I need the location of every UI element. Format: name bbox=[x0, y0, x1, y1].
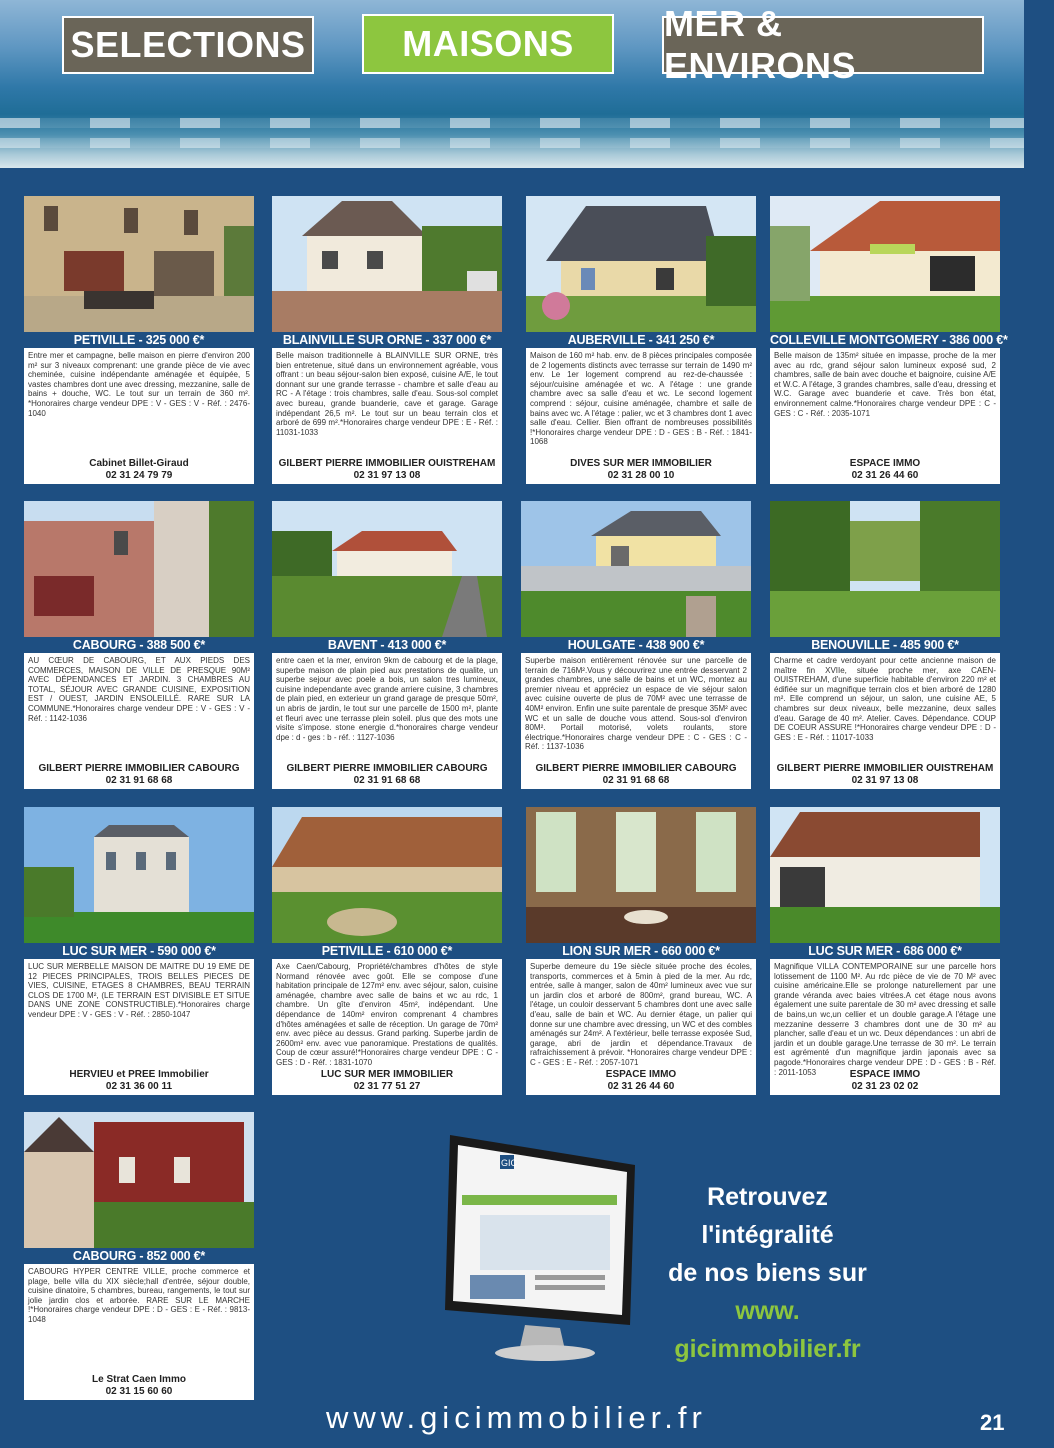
listing-price: HOULGATE - 438 900 €* bbox=[521, 637, 751, 653]
listing-description: Belle maison de 135m² située en impasse, proche de la mer avec au rdc, grand séjour salon lumineux exposé sud, 2 chambres, salle de bain avec douche et baignoire, cuisine A/E et W.C. A l'étage, 3 grandes chambres, salle d'eau, dressing et W.C. Garage avec buanderie et cave. Très bon état, environnement calme.*Honoraires charge vendeur DPE : C - GES : C - Réf. : 2035-1071 bbox=[774, 351, 996, 418]
listing-description: entre caen et la mer, environ 9km de cabourg et de la plage, superbe maison de plain pied aux prestations de qualite, un superbe sejour avec poele a bois, un salon tres lumineux, cuisine independante avec grande arriere cuisine, 3 chambres de plain pied, en exterieur un grand garage de presque 50m², un abris de jardin, le tout sur une parcelle de 1500 m², plante et fleuri avec une terrasse plein soleil. plus que des mots une visite s'impose. stone energie d.*honoraires charge vendeur dpe : d - ges : b - réf. : 1127-1036 bbox=[276, 656, 498, 742]
listing-card[interactable] bbox=[24, 807, 254, 1095]
listing-price: BENOUVILLE - 485 900 €* bbox=[770, 637, 1000, 653]
listing-phone[interactable]: 02 31 28 00 10 bbox=[607, 470, 675, 481]
listing-card[interactable] bbox=[272, 807, 502, 1095]
listing-price: AUBERVILLE - 341 250 €* bbox=[526, 332, 756, 348]
listing-phone[interactable]: 02 31 26 44 60 bbox=[607, 1081, 675, 1092]
house-photo bbox=[272, 196, 502, 332]
house-photo bbox=[272, 501, 502, 637]
listing-phone[interactable]: 02 31 97 13 08 bbox=[353, 470, 421, 481]
listing-agency: Le Strat Caen Immo bbox=[92, 1374, 186, 1385]
promo-line: l'intégralité bbox=[701, 1221, 834, 1249]
listing-description: CABOURG HYPER CENTRE VILLE, proche commerce et plage, belle villa du XIX siècle;hall d'entrée, séjour double, cuisine dinatoire, 5 chambres, bureau, rangements, le tout sur jolie jardin clos et arborée. RARE SUR LE MARCHE !*Honoraires charge vendeur DPE : D - GES : E - Réf. : 9813-1048 bbox=[28, 1267, 250, 1324]
house-photo bbox=[24, 196, 254, 332]
monitor-logo: GIC bbox=[501, 1158, 518, 1168]
listing-phone[interactable]: 02 31 91 68 68 bbox=[105, 775, 173, 786]
listing-price: CABOURG - 852 000 €* bbox=[24, 1248, 254, 1264]
listing-agency: Cabinet Billet-Giraud bbox=[89, 458, 189, 469]
house-photo bbox=[272, 807, 502, 943]
listing-description: LUC SUR MERBELLE MAISON DE MAITRE DU 19 EME DE 12 PIECES PRINCIPALES, TROIS BELLES PIECES DE VIES, CUISINE, ETAGES 8 CHAMBRES, BEAU TERRAIN CLOS DE 1700 M², (LE TERRAIN EST DIVISIBLE ET SITUE DANS UNE ZONE CONSTRUCTIBLE).*Honoraires charge vendeur DPE : V - GES : V - Réf. : 2850-1047 bbox=[28, 962, 250, 1019]
listing-price: CABOURG - 388 500 €* bbox=[24, 637, 254, 653]
listing-description: Maison de 160 m² hab. env. de 8 pièces principales composée de 2 logements distincts avec terrasse sur terrain de 1490 m² env. Le 1er logement comprend au rez-de-chaussée : séjour/cuisine aménagée et wc. A l'étage : une grande chambre avec sa salle d'eau et wc. Le second logement comprend : séjour, cuisine aménagée, chambre et salle de bains avec wc. A l'étage : palier, wc et 3 chambres dont 1 avec salle d'eau. Cellier. Bien offrant de nombreuses possibilités !*Honoraires charge vendeur DPE : D - GES : B - Réf. : 1841-1068 bbox=[530, 351, 752, 447]
house-photo bbox=[770, 196, 1000, 332]
listing-card[interactable] bbox=[24, 1112, 254, 1400]
listing-description: Entre mer et campagne, belle maison en pierre d'environ 200 m² sur 3 niveaux comprenant: une grande pièce de vie avec cheminée, cuisine indépendante aménagée et équipée, 5 vastes chambres dont une avec dressing, mezzanine, salle de bains + douche, WC. Le tout sur un terrain de 360 m². *Honoraires charge vendeur DPE : V - GES : V - Réf. : 2476-1040 bbox=[28, 351, 250, 418]
listing-agency: DIVES SUR MER IMMOBILIER bbox=[570, 458, 712, 469]
listing-agency: GILBERT PIERRE IMMOBILIER CABOURG bbox=[286, 763, 488, 774]
listing-agency: HERVIEU et PREE Immobilier bbox=[69, 1069, 209, 1080]
house-photo bbox=[24, 501, 254, 637]
listing-phone[interactable]: 02 31 91 68 68 bbox=[602, 775, 670, 786]
mer-environs-button[interactable]: MER & ENVIRONS bbox=[662, 16, 984, 74]
listing-agency: LUC SUR MER IMMOBILIER bbox=[320, 1069, 454, 1080]
listing-price: LUC SUR MER - 686 000 €* bbox=[770, 943, 1000, 959]
page-number: 21 bbox=[980, 1410, 1005, 1435]
listing-phone[interactable]: 02 31 26 44 60 bbox=[851, 470, 919, 481]
listing-phone[interactable]: 02 31 15 60 60 bbox=[105, 1386, 173, 1397]
sea-wave bbox=[0, 138, 1024, 148]
listing-agency: ESPACE IMMO bbox=[849, 1069, 921, 1080]
house-photo bbox=[770, 501, 1000, 637]
house-photo bbox=[770, 807, 1000, 943]
listing-phone[interactable]: 02 31 97 13 08 bbox=[851, 775, 919, 786]
house-photo bbox=[521, 501, 751, 637]
listing-description: Charme et cadre verdoyant pour cette ancienne maison de maître fin XVIIe, située proche mer, axe CAEN-OUISTREHAM, d'une superficie habitable d'environ 220 m² et édifiée sur un magnifique terrain clos et bien arboré de 1280 m². Elle comprend un séjour, un salon, une cuisine AE, 5 chambres sur deux niveaux, belle mezzanine, deux salles d'eau. Garage de 40 m². Atelier. Caves. Dépendance. COUP DE COEUR ASSURE !*Honoraires charge vendeur DPE : D - GES : E - Réf. : 11017-1033 bbox=[774, 656, 996, 742]
listing-card[interactable] bbox=[521, 501, 751, 789]
listing-phone[interactable]: 02 31 91 68 68 bbox=[353, 775, 421, 786]
listing-card[interactable] bbox=[770, 196, 1008, 484]
listing-description: Axe Caen/Cabourg, Propriété/chambres d'hôtes de style Normand rénovée avec goût. Elle se compose d'une habitation principale de 127m² env. avec séjour, salon, cuisine aménagée, chambre avec salle de bains et wc au rdc, 1 chambre. Un gîte d'environ 45m², indépendant. Une dépendance de 140m² environ comprenant 4 chambres d'hôtes aménagées et salle de réception. Un garage de 70m² env. avec pièce au dessus. Grand parking. Superbe jardin de 2600m² env. avec vue panoramique. Prestations de qualités. Coup de cœur assuré!*Honoraires charge vendeur DPE : C - GES : D - Réf. : 1831-1070 bbox=[276, 962, 498, 1067]
listing-agency: GILBERT PIERRE IMMOBILIER CABOURG bbox=[38, 763, 240, 774]
listing-price: LUC SUR MER - 590 000 €* bbox=[24, 943, 254, 959]
listing-card[interactable] bbox=[770, 501, 1000, 789]
listing-price: LION SUR MER - 660 000 €* bbox=[526, 943, 756, 959]
listing-card[interactable] bbox=[770, 807, 1000, 1095]
promo-text bbox=[650, 1178, 885, 1368]
listing-phone[interactable]: 02 31 77 51 27 bbox=[353, 1081, 421, 1092]
listing-card[interactable] bbox=[24, 196, 254, 484]
listing-description: Magnifique VILLA CONTEMPORAINE sur une parcelle hors lotissement de 1100 M². Au rdc pièce de vie de 70 M² avec cuisine américaine.Elle se prolonge naturellement par une grande véranda avec baies vitrées.A cet étage nous avons également une suite parentale de 30 m² avec dressing et salle de bains,un wc,un cellier et un double garage.A l'étage une mezzanine desserre 3 chambres dont une de 30 m² au plancher, salle d'eau et un wc. Deux dépendances : un abri de jardin et un double garage.Une terrasse de 30 m². Le terrain est agrémenté d'un magnifique jardin japonais avec sa pagode.*Honoraires charge vendeur DPE : D - GES : B - Réf. : 2011-1053 bbox=[774, 962, 996, 1077]
maisons-button[interactable]: MAISONS bbox=[362, 14, 614, 74]
promo-link[interactable]: gicimmobilier.fr bbox=[674, 1335, 861, 1363]
listing-description: Superbe maison entièrement rénovée sur une parcelle de terrain de 716M².Vous y découvrirez une entrée desservant 2 grandes chambres, une salle de bains et un WC, montez au premier niveau et appréciez un espace de vie séjour salon avec cuisine ouverte de plus de 70M² avec une terrasse de 40M² environ. Enfin une suite parentale de presque 35M² avec WC et un salle de douche vous attend. Sous-sol d'environ 80M². Portail motorisé, volets roulants, store électrique.*Honoraires charge vendeur DPE : C - GES : C - Réf. : 1137-1036 bbox=[525, 656, 747, 752]
listing-price: BAVENT - 413 000 €* bbox=[272, 637, 502, 653]
promo-line: de nos biens sur bbox=[668, 1259, 867, 1287]
footer-url[interactable]: www.gicimmobilier.fr bbox=[326, 1400, 707, 1435]
listing-agency: ESPACE IMMO bbox=[849, 458, 921, 469]
house-photo bbox=[526, 196, 756, 332]
listing-description: Superbe demeure du 19e siècle située proche des écoles, transports, commerces et à 5min à pied de la mer. Au rdc, entrée, salle à manger, salon de 40m² lumineux avec vue sur un jardin clos et arboré de 800m², grand bureau, WC. A l'étage, un couloir desservant 5 chambres dont une avec salle d'eau, salle de bain et WC. Au dernier étage, un palier qui donne sur une chambre avec dressing, un WC et des combles aménagés sur 24m². A l'extérieur, belle terrasse exposée Sud, garage, abri de jardin et dépendance.Travaux de rafraichissement à prévoir. *Honoraires charge vendeur DPE : C - GES : E - Réf. : 2057-1071 bbox=[530, 962, 752, 1067]
listing-card[interactable] bbox=[272, 196, 502, 484]
listing-agency: GILBERT PIERRE IMMOBILIER CABOURG bbox=[535, 763, 737, 774]
header-banner bbox=[0, 0, 1024, 168]
listing-price: PETIVILLE - 325 000 €* bbox=[24, 332, 254, 348]
house-photo bbox=[24, 1112, 254, 1248]
listing-card[interactable] bbox=[526, 196, 756, 484]
listing-price: PETIVILLE - 610 000 €* bbox=[272, 943, 502, 959]
listing-card[interactable] bbox=[272, 501, 502, 789]
listing-price: COLLEVILLE MONTGOMERY - 386 000 €* bbox=[770, 333, 1008, 347]
house-photo bbox=[526, 807, 756, 943]
listing-agency: GILBERT PIERRE IMMOBILIER OUISTREHAM bbox=[278, 458, 496, 469]
sea-wave bbox=[0, 118, 1024, 128]
listing-description: Belle maison traditionnelle à BLAINVILLE SUR ORNE, très bien entretenue, situé dans un environnement agréable, vous offrant : un beau séjour-salon bien exposé, cuisine A/E, le tout donnant sur une grande terrasse - chambre et salle d'eau au RC - A l'étage : trois chambres, salle d'eau. Sous-sol complet avec bureau, grande buanderie, cave et garage. Garage indépendant 26,5 m². Le tout sur un beau terrain clos et arboré de 699 m².*Honoraires charge vendeur DPE : E - Réf. : 11031-1033 bbox=[276, 351, 498, 437]
listing-card[interactable] bbox=[526, 807, 756, 1095]
listing-phone[interactable]: 02 31 24 79 79 bbox=[105, 470, 173, 481]
listing-agency: ESPACE IMMO bbox=[605, 1069, 677, 1080]
promo-line: Retrouvez bbox=[707, 1183, 828, 1211]
selections-button[interactable]: SELECTIONS bbox=[62, 16, 314, 74]
listing-card[interactable] bbox=[24, 501, 254, 789]
house-photo bbox=[24, 807, 254, 943]
listing-description: AU CŒUR DE CABOURG, ET AUX PIEDS DES COMMERCES, MAISON DE VILLE DE PRESQUE 90M² AVEC DÉPENDANCES ET JARDIN. 3 CHAMBRES AU TOTAL, SÉJOUR AVEC GRANDE CUISINE, EXPOSITION EST / OUEST, JARDIN ENSOLEILLÉ. RARE SUR LA COMMUNE.*Honoraires charge vendeur DPE : V - GES : V - Réf. : 1142-1036 bbox=[28, 656, 250, 723]
listing-price: BLAINVILLE SUR ORNE - 337 000 €* bbox=[272, 332, 502, 348]
monitor-illustration bbox=[440, 1135, 640, 1370]
listing-agency: GILBERT PIERRE IMMOBILIER OUISTREHAM bbox=[776, 763, 994, 774]
listing-phone[interactable]: 02 31 36 00 11 bbox=[105, 1081, 173, 1092]
listing-phone[interactable]: 02 31 23 02 02 bbox=[851, 1081, 919, 1092]
promo-link[interactable]: www. bbox=[735, 1297, 800, 1325]
